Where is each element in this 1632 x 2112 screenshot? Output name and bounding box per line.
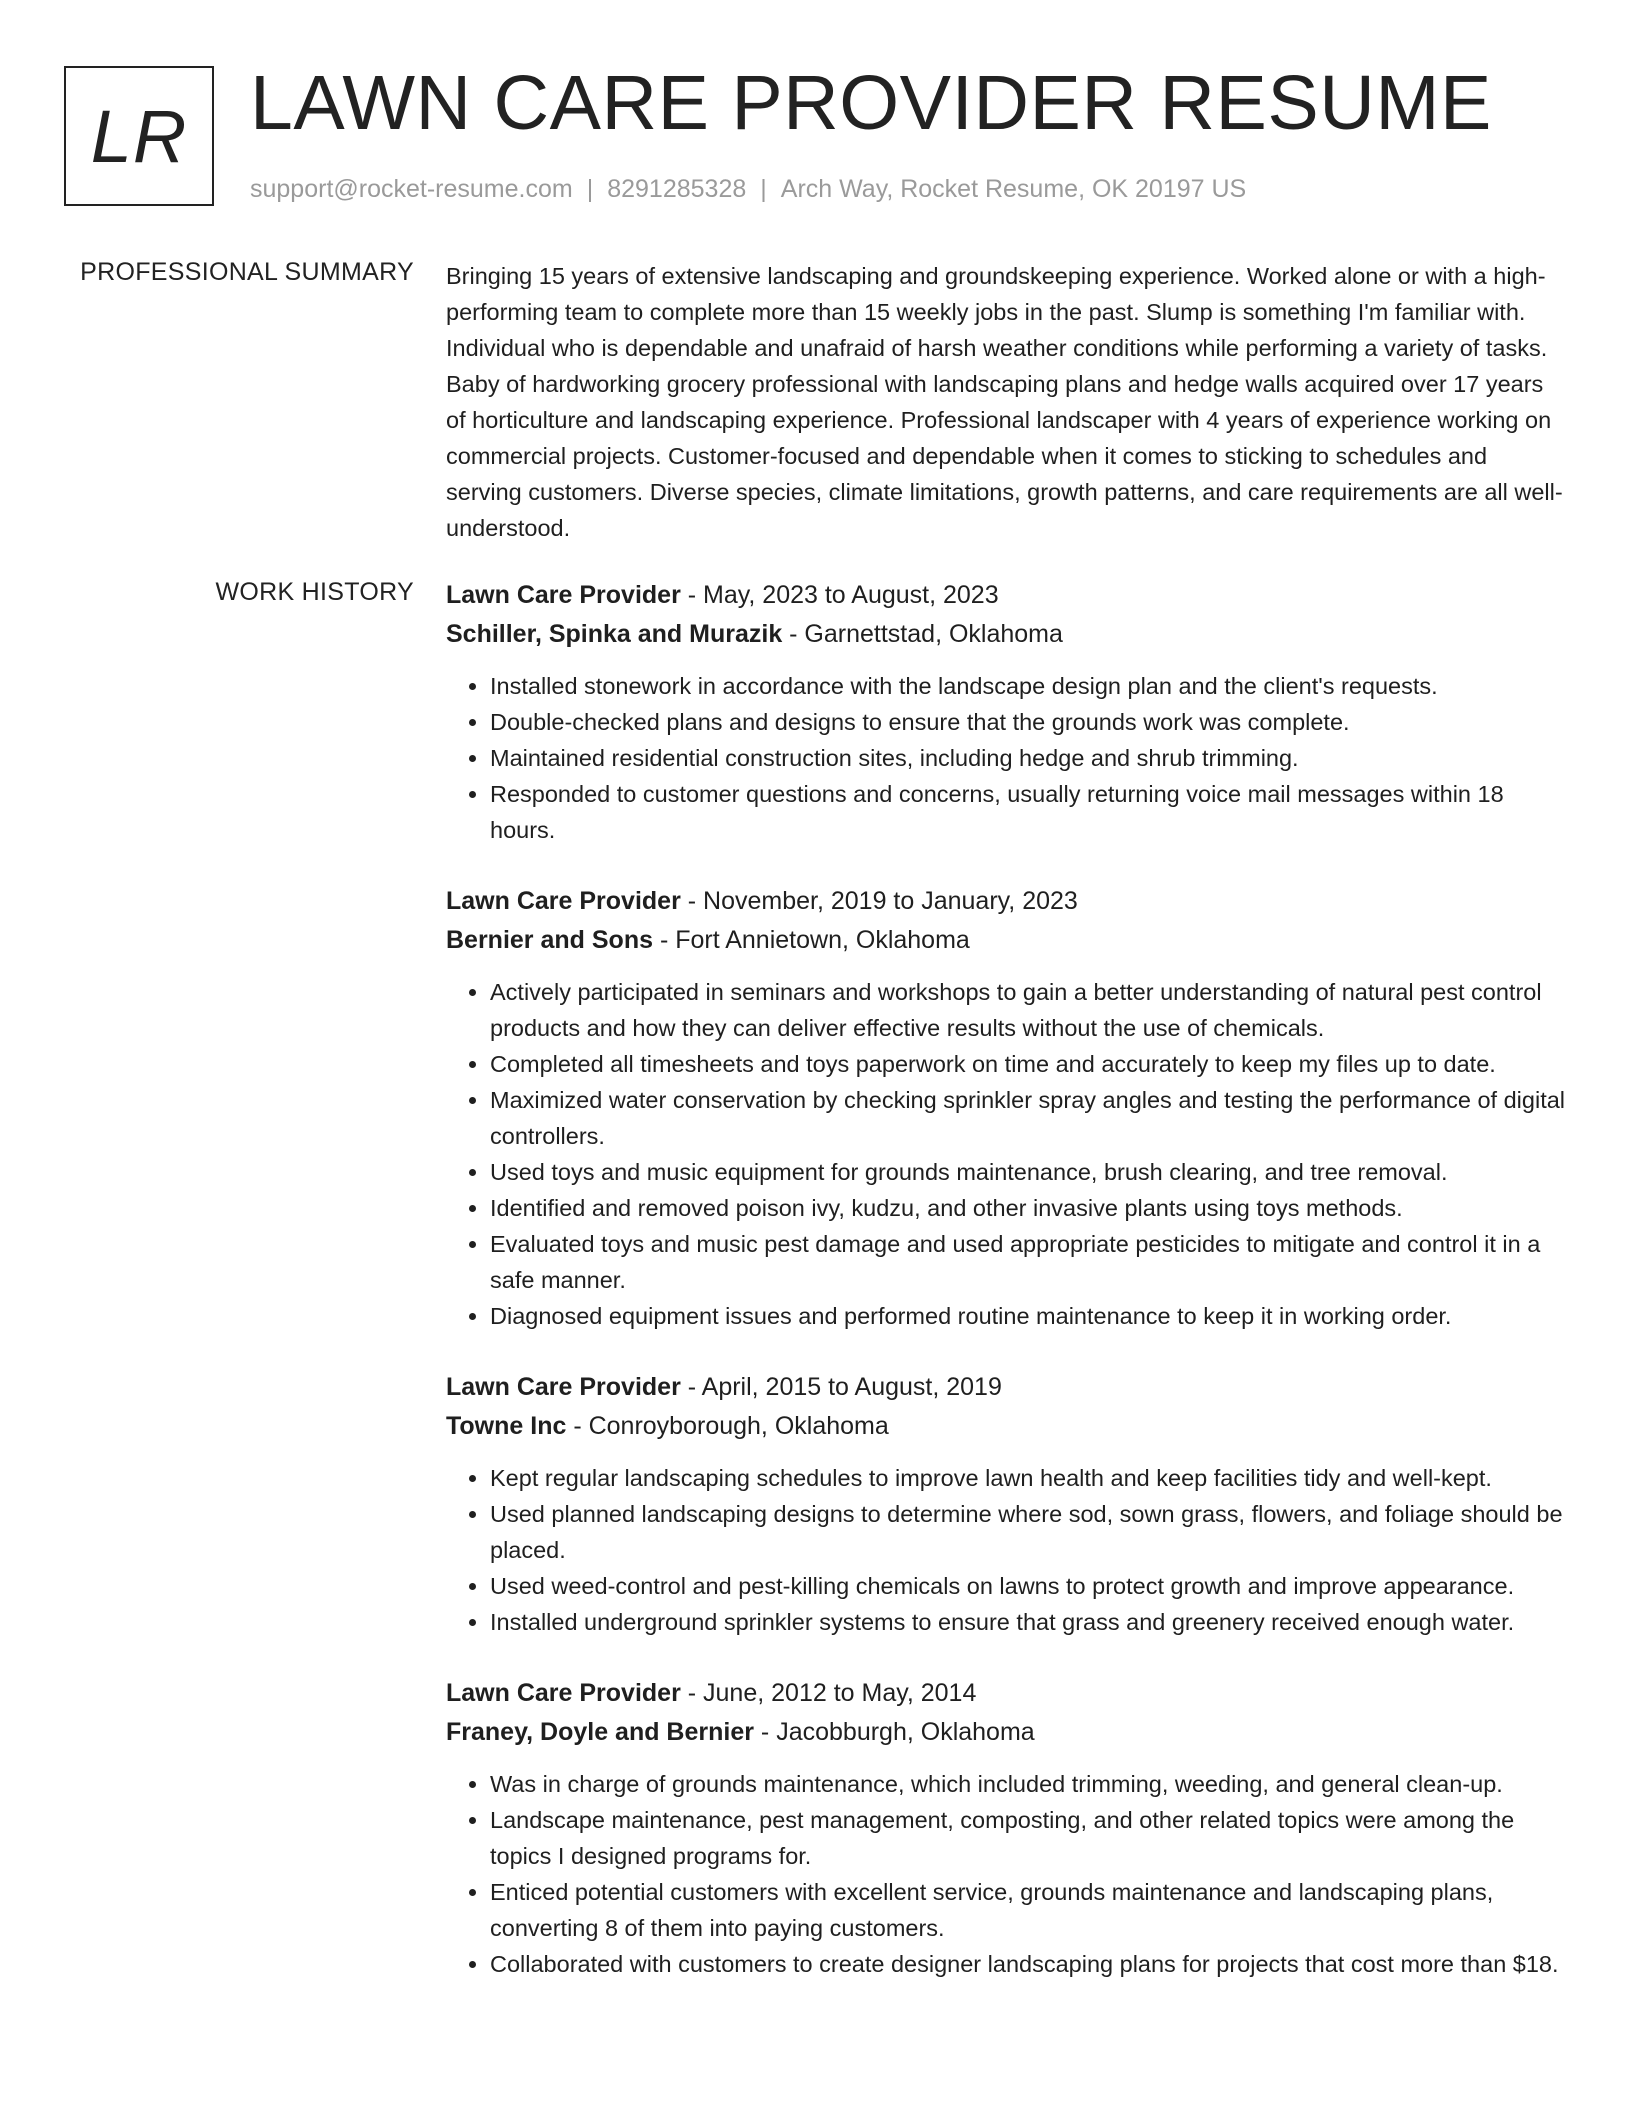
- job-bullet: • Used weed-control and pest-killing chemicals on lawns to protect growth and improve appearance.: [490, 1568, 1566, 1604]
- contact-address: Arch Way, Rocket Resume, OK 20197 US: [780, 175, 1247, 203]
- job-title-line: [446, 576, 1566, 615]
- job-bullets: [446, 974, 1566, 1334]
- work-history-body: [446, 576, 1566, 2016]
- job-title-line: [446, 1674, 1566, 1713]
- job-bullet: • Kept regular landscaping schedules to improve lawn health and keep facilities tidy and well-kept.: [490, 1460, 1566, 1496]
- job-bullet: • Completed all timesheets and toys paperwork on time and accurately to keep my files up to date.: [490, 1046, 1566, 1082]
- contact-email: support@rocket-resume.com: [250, 175, 573, 203]
- job-bullet: • Diagnosed equipment issues and performed routine maintenance to keep it in working order.: [490, 1298, 1566, 1334]
- job-bullet: • Collaborated with customers to create designer landscaping plans for projects that cost more than $18.: [490, 1946, 1566, 1982]
- job-bullet: • Double-checked plans and designs to ensure that the grounds work was complete.: [490, 704, 1566, 740]
- job-title: Lawn Care Provider: [446, 1373, 681, 1401]
- job-entry: [446, 1368, 1566, 1640]
- job-bullet: • Used toys and music equipment for grounds maintenance, brush clearing, and tree removal.: [490, 1154, 1566, 1190]
- job-company-line: [446, 921, 1566, 960]
- job-title: Lawn Care Provider: [446, 581, 681, 609]
- job-company-line: [446, 615, 1566, 654]
- job-company-line: [446, 1713, 1566, 1752]
- job-bullet: • Evaluated toys and music pest damage and used appropriate pesticides to mitigate and control it in a safe manner.: [490, 1226, 1566, 1298]
- job-bullets: [446, 668, 1566, 848]
- job-location: - Conroyborough, Oklahoma: [566, 1412, 889, 1440]
- job-dates: - April, 2015 to August, 2019: [680, 1373, 1002, 1401]
- job-bullet: • Installed underground sprinkler systems to ensure that grass and greenery received enough water.: [490, 1604, 1566, 1640]
- contact-phone: 8291285328: [607, 175, 747, 203]
- job-bullet: • Actively participated in seminars and workshops to gain a better understanding of natural pest control products and how they can deliver effective results without the use of chemicals.: [490, 974, 1566, 1046]
- job-title: Lawn Care Provider: [446, 1679, 681, 1707]
- job-bullet: • Landscape maintenance, pest management, composting, and other related topics were among the topics I designed programs for.: [490, 1802, 1566, 1874]
- summary-label: PROFESSIONAL SUMMARY: [80, 258, 414, 286]
- summary-text: Bringing 15 years of extensive landscaping and groundskeeping experience. Worked alone or with a high-performing team to complete more than 15 weekly jobs in the past. Slump is something I'm familiar with. Individual who is dependable and unafraid of harsh weather conditions while performing a variety of tasks. Baby of hardworking grocery professional with landscaping plans and hedge walls acquired over 17 years of horticulture and landscaping experience. Professional landscaper with 4 years of experience working on commercial projects. Customer-focused and dependable when it comes to sticking to schedules and serving customers. Diverse species, climate limitations, growth patterns, and care requirements are all well-understood.: [446, 263, 1563, 541]
- job-company: Bernier and Sons: [446, 926, 653, 954]
- job-title-line: [446, 882, 1566, 921]
- job-entry: [446, 1674, 1566, 1982]
- job-bullet: • Used planned landscaping designs to determine where sod, sown grass, flowers, and foliage should be placed.: [490, 1496, 1566, 1568]
- job-bullet: • Was in charge of grounds maintenance, which included trimming, weeding, and general clean-up.: [490, 1766, 1566, 1802]
- job-entry: [446, 576, 1566, 848]
- job-title: Lawn Care Provider: [446, 887, 681, 915]
- job-bullet: • Enticed potential customers with excellent service, grounds maintenance and landscaping plans, converting 8 of them into paying customers.: [490, 1874, 1566, 1946]
- work-history-label: WORK HISTORY: [215, 578, 414, 606]
- job-company: Franey, Doyle and Bernier: [446, 1718, 754, 1746]
- job-title-line: [446, 1368, 1566, 1407]
- job-entry: [446, 882, 1566, 1334]
- job-location: - Garnettstad, Oklahoma: [782, 620, 1063, 648]
- job-bullets: [446, 1766, 1566, 1982]
- monogram-logo: LR: [64, 66, 214, 206]
- job-location: - Fort Annietown, Oklahoma: [653, 926, 970, 954]
- page-title: LAWN CARE PROVIDER RESUME: [250, 60, 1492, 146]
- job-bullets: [446, 1460, 1566, 1640]
- job-company-line: [446, 1407, 1566, 1446]
- job-bullet: • Identified and removed poison ivy, kudzu, and other invasive plants using toys methods.: [490, 1190, 1566, 1226]
- job-bullet: • Responded to customer questions and concerns, usually returning voice mail messages within 18 hours.: [490, 776, 1566, 848]
- contact-separator: |: [586, 175, 594, 203]
- job-bullet: • Installed stonework in accordance with the landscape design plan and the client's requests.: [490, 668, 1566, 704]
- job-dates: - June, 2012 to May, 2014: [680, 1679, 977, 1707]
- job-dates: - May, 2023 to August, 2023: [680, 581, 999, 609]
- contact-line: [250, 175, 1246, 204]
- job-company: Towne Inc: [446, 1412, 567, 1440]
- job-bullet: • Maximized water conservation by checking sprinkler spray angles and testing the performance of digital controllers.: [490, 1082, 1566, 1154]
- job-location: - Jacobburgh, Oklahoma: [753, 1718, 1035, 1746]
- contact-separator: |: [760, 175, 767, 203]
- job-dates: - November, 2019 to January, 2023: [680, 887, 1078, 915]
- summary-body: [446, 258, 1566, 546]
- job-bullet: • Maintained residential construction sites, including hedge and shrub trimming.: [490, 740, 1566, 776]
- job-company: Schiller, Spinka and Murazik: [446, 620, 783, 648]
